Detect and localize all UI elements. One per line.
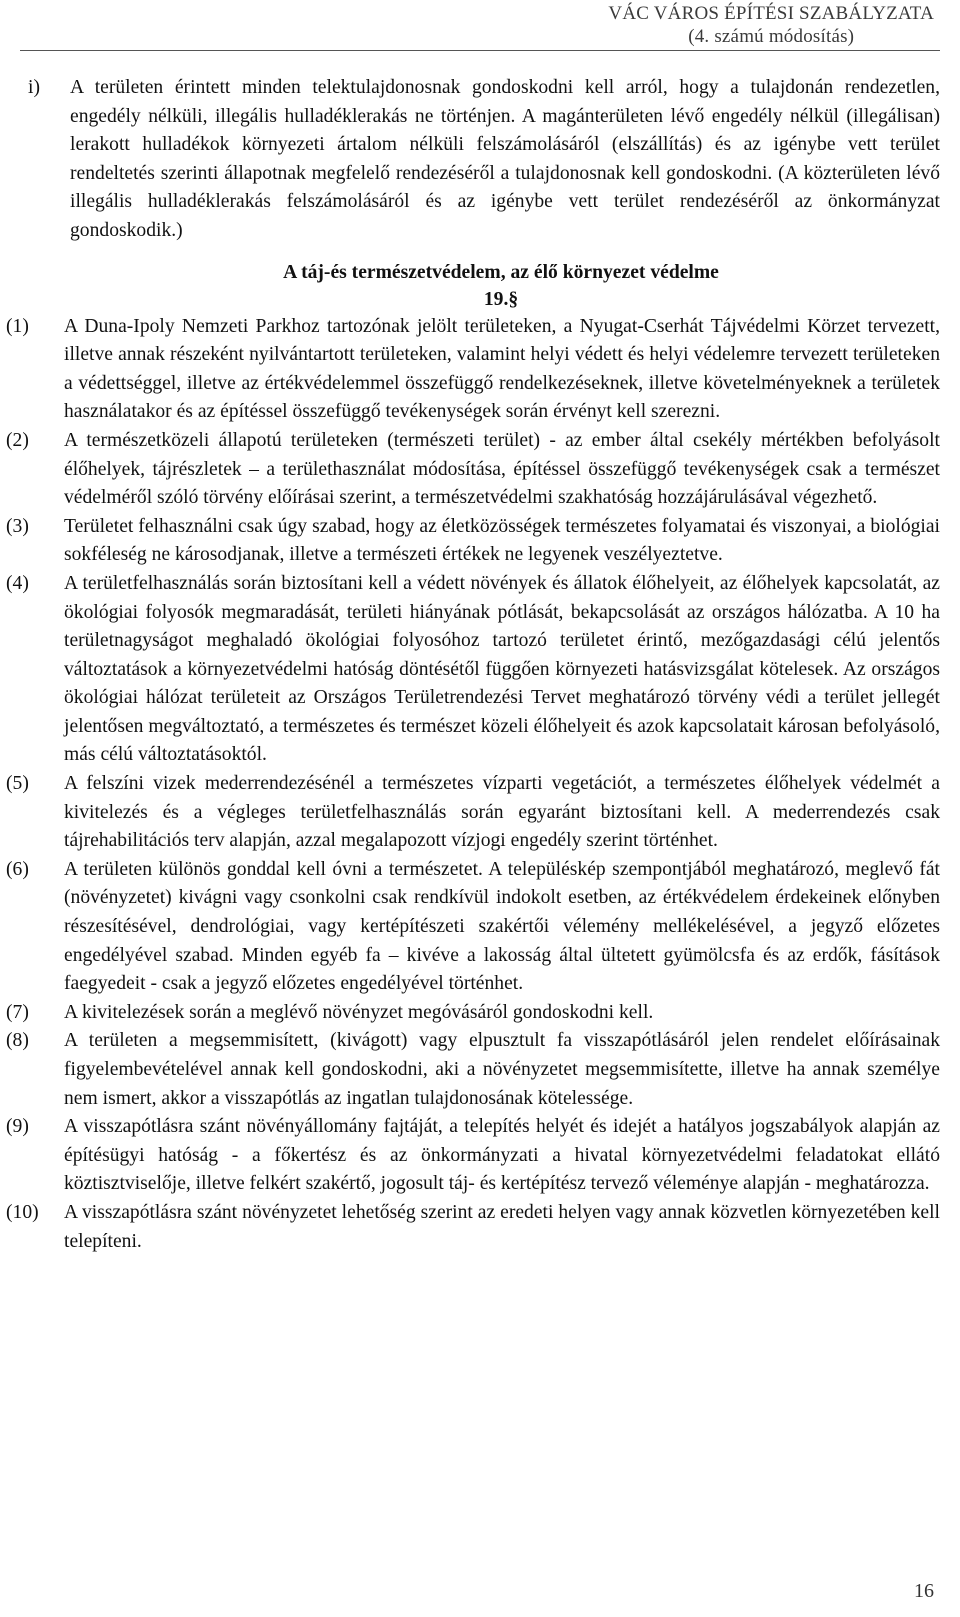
paragraph-text: A kivitelezések során a meglévő növényzet megóvásáról gondoskodni kell.: [64, 1001, 654, 1023]
paragraph: [6, 1199, 940, 1256]
paragraph-number: (9): [6, 1116, 29, 1138]
document-subtitle: (4. számú módosítás): [688, 26, 855, 47]
paragraph: [6, 513, 940, 570]
paragraph: [6, 856, 940, 999]
paragraph: [6, 770, 940, 856]
paragraph-text: A területfelhasználás során biztosítani kell a védett növények és állatok élőhelyeit, az élőhelyek kapcsolatát, az ökológiai folyosók megmaradását, területi hiányának pótlását, bekapcsolását az országos hálózatba. A 10 ha területnagyságot meghaladó ökológiai folyosóhoz tartozó területet érintő, mezőgazdasági célú jelentős változtatások a környezetvédelmi hatóság döntésétől függően környezeti hatásvizsgálat kötelesek. Az országos ökológiai hálózat területeit az Országos Területrendezési Tervet meghatározó törvény védi a terület jellegét jelentősen megváltoztató, a természetes és természet közeli élőhelyeit és azok kapcsolatait károsan befolyásoló, más célú változtatásoktól.: [64, 572, 940, 766]
paragraph-text: A területen különös gonddal kell óvni a természetet. A településkép szempontjából meghatározó, meglevő fát (növényzetet) kivágni vagy csonkolni csak rendkívül indokolt esetben, az értékvédelem érdekeinek előnyben részesítésével, dendrológiai, vagy kertépítészeti szakértői vélemény mellékelésével, a jegyző előzetes engedélyével szabad. Minden egyéb fa – kivéve a lakosság által ültetett gyümölcsfa és az erdők, fásítások faegyedeit - csak a jegyző előzetes engedélyével történhet.: [64, 858, 940, 995]
paragraph: [6, 313, 940, 427]
paragraph-number: (10): [6, 1201, 39, 1223]
intro-text: A területen érintett minden telektulajdonosnak gondoskodni kell arról, hogy a tulajdonán rendezetlen, engedély nélküli, illegális hulladéklerakás ne történjen. A magánterületen lévő engedély nélkül (illegálisan) lerakott hulladékok környezeti ártalom nélküli felszámolásáról (elszállítás) és az igénybe vett terület rendeltetés szerinti állapotnak megfelelő rendezéséről a tulajdonosnak kell gondoskodni. (A közterületen lévő illegális hulladéklerakás felszámolásáról és az igénybe vett terület rendezéséről az önkormányzat gondoskodik.): [70, 77, 940, 241]
paragraph-text: A felszíni vizek mederrendezésénél a természetes vízparti vegetációt, a természetes élőhelyek védelmét a kivitelezés és a végleges területfelhasználás során egyaránt biztosítani kell. A mederrendezés csak tájrehabilitációs terv alapján, azzal megalapozott vízjogi engedély szerint történhet.: [64, 773, 940, 852]
paragraph-number: (1): [6, 315, 29, 337]
paragraph-text: A területen a megsemmisített, (kivágott) vagy elpusztult fa visszapótlásáról jelen rendelet előírásainak figyelembevételével annak kell gondoskodni, aki a növényzetet megsemmisítette, illetve ha annak személye nem ismert, akkor a visszapótlás az ingatlan tulajdonosának kötelessége.: [64, 1030, 940, 1109]
header-divider: [20, 50, 940, 51]
paragraph: [6, 1027, 940, 1113]
page-number: 16: [914, 1580, 934, 1602]
document-body: [6, 74, 940, 1256]
paragraph-number: (5): [6, 773, 29, 795]
paragraph: [6, 1113, 940, 1199]
paragraph-text: Területet felhasználni csak úgy szabad, hogy az életközösségek természetes folyamatai és viszonyai, a biológiai sokféleség ne károsodjanak, illetve a természeti értékek ne legyenek veszélyeztetve.: [64, 515, 940, 566]
paragraph-number: (8): [6, 1030, 29, 1052]
section-number: 19.§: [483, 288, 519, 310]
document-title: VÁC VÁROS ÉPÍTÉSI SZABÁLYZATA: [608, 3, 934, 24]
paragraph: [6, 427, 940, 513]
paragraph-number: (7): [6, 1001, 29, 1023]
paragraph-number: (6): [6, 858, 29, 880]
intro-label: i): [28, 77, 40, 98]
paragraph-text: A Duna-Ipoly Nemzeti Parkhoz tartozónak jelölt területeken, a Nyugat-Cserhát Tájvédelmi Körzet tervezett, illetve annak részeként nyilvántartott területeken, valamint helyi védett és helyi védelemre tervezett területeken a védettséggel, illetve az értékvédelemmel összefüggő rendelkezéseknek, illetve követelményeknek a területek használatakor és az építéssel összefüggő tevékenységek során érvényt kell szerezni.: [64, 315, 940, 423]
intro-paragraph: [6, 74, 940, 246]
paragraph: [6, 570, 940, 770]
paragraph-text: A visszapótlásra szánt növényállomány fajtáját, a telepítés helyét és idejét a hatályos jogszabályok alapján az építésügyi hatóság - a főkertész és az önkormányzati a hivatal környezetvédelmi feladatokat ellátó köztisztviselője, illetve felkért szakértő, jogosult táj- és kertépítész tervező véleménye alapján - meghatározza.: [64, 1116, 940, 1195]
section-title: A táj-és természetvédelem, az élő környezet védelme: [283, 261, 719, 283]
paragraph-number: (4): [6, 572, 29, 594]
page-header: [608, 2, 934, 48]
paragraph-text: A természetközeli állapotú területeken (természeti terület) - az ember által csekély mértékben befolyásolt élőhelyek, tájrészletek – a területhasználat módosítása, építéssel összefüggő tevékenységek csak a természet védelméről szóló törvény előírásai szerint, a természetvédelmi szakhatóság hozzájárulásával végezhető.: [64, 429, 940, 509]
paragraph-text: A visszapótlásra szánt növényzetet lehetőség szerint az eredeti helyen vagy annak közvetlen környezetében kell telepíteni.: [64, 1201, 940, 1252]
paragraph-number: (2): [6, 429, 29, 451]
paragraph-number: (3): [6, 515, 29, 537]
paragraph: [6, 999, 940, 1028]
